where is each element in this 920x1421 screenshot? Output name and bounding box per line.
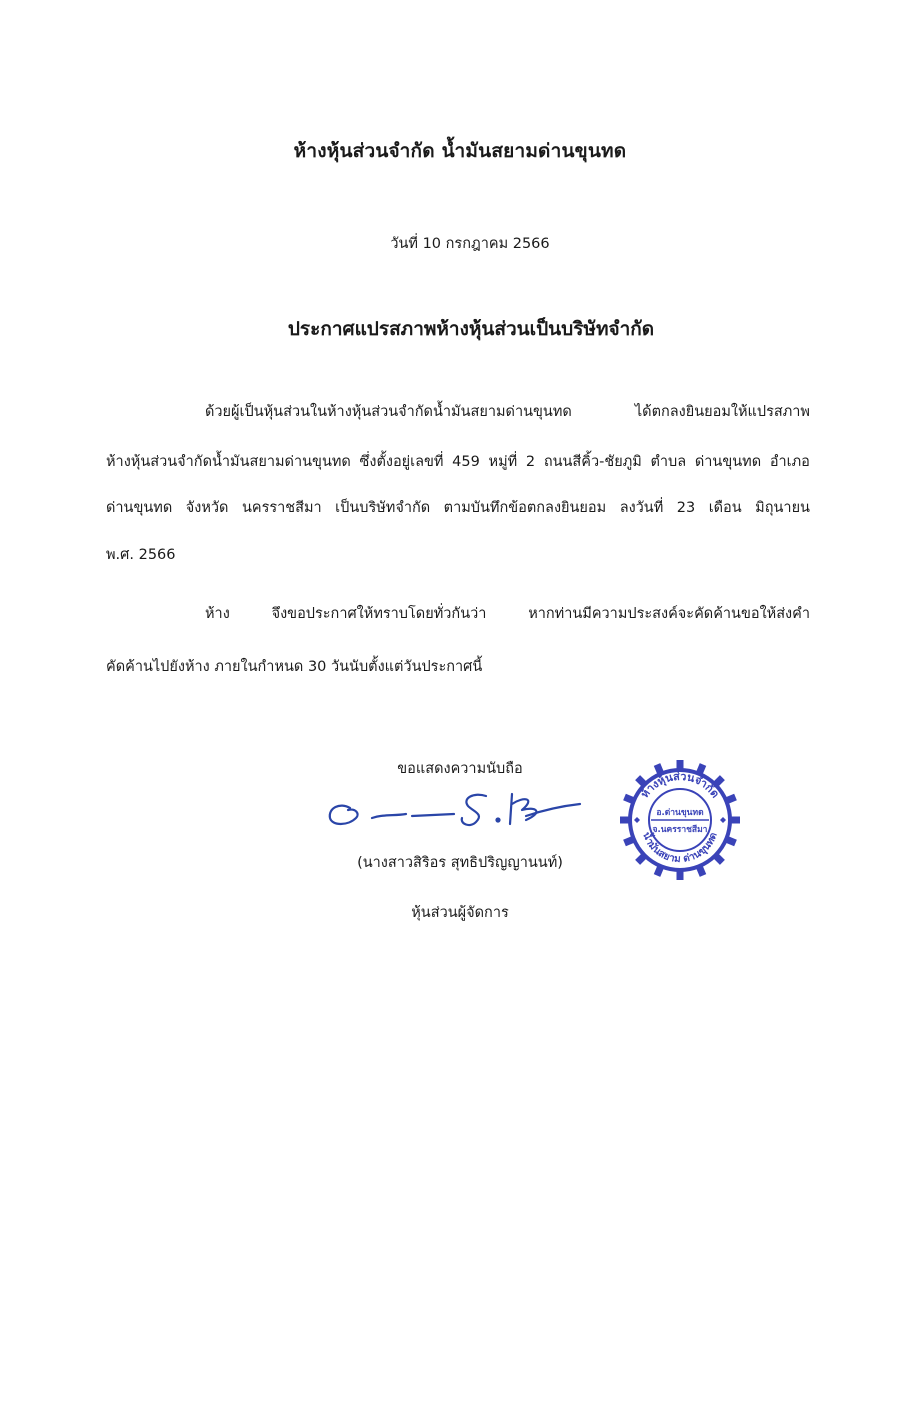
closing-regards: ขอแสดงความนับถือ: [397, 761, 523, 777]
signer-position: หุ้นส่วนผู้จัดการ: [411, 905, 509, 921]
paragraph-2-line-1: [205, 604, 810, 624]
seal-middle-text-2: จ.นครราชสีมา: [652, 825, 708, 835]
signature: [326, 786, 588, 836]
word: 23: [676, 500, 696, 516]
word: ตามบันทึกข้อตกลงยินยอม: [443, 500, 607, 516]
seal-middle-text-1: อ.ด่านขุนทด: [656, 808, 704, 818]
document-date: วันที่ 10 กรกฎาคม 2566: [390, 236, 550, 252]
word: ด่านขุนทด: [694, 454, 762, 470]
word: ห้าง: [205, 606, 230, 622]
paragraph-1-line-2: [106, 452, 810, 472]
word: ถนนสีคิ้ว-ชัยภูมิ: [543, 454, 642, 470]
document-title: ประกาศแปรสภาพห้างหุ้นส่วนเป็นบริษัทจำกัด: [287, 318, 655, 340]
word: เป็นบริษัทจำกัด: [335, 500, 431, 516]
word: ตำบล: [650, 454, 687, 470]
word: ห้างหุ้นส่วนจำกัดน้ำมันสยามด่านขุนทด: [106, 454, 351, 470]
paragraph-2-line-2: คัดค้านไปยังห้าง ภายในกำหนด 30 วันนับตั้งแต่วันประกาศนี้: [106, 659, 483, 675]
seal-bottom-text: น้ำมันสยาม ด่านขุนทด: [640, 830, 720, 866]
word: เดือน: [708, 500, 742, 516]
paragraph-1-line-3: [106, 498, 810, 518]
word: 2: [525, 454, 536, 470]
paragraph-1-line-4: พ.ศ. 2566: [106, 547, 176, 563]
word: จึงขอประกาศให้ทราบโดยทั่วกันว่า: [271, 606, 487, 622]
company-seal: [618, 758, 742, 882]
word: อำเภอ: [769, 454, 810, 470]
word: นครราชสีมา: [241, 500, 322, 516]
word: ลงวันที่: [619, 500, 664, 516]
seal-top-text: ห้างหุ้นส่วนจำกัด: [638, 769, 722, 801]
word: หากท่านมีความประสงค์จะคัดค้านขอให้ส่งคำ: [528, 606, 810, 622]
company-name: ห้างหุ้นส่วนจำกัด น้ำมันสยามด่านขุนทด: [293, 140, 627, 162]
word: มิถุนายน: [755, 500, 810, 516]
svg-text:ห้างหุ้นส่วนจำกัด: [638, 770, 722, 801]
word: ด่านขุนทด: [106, 500, 173, 516]
word: หมู่ที่: [488, 454, 518, 470]
word: จังหวัด: [185, 500, 229, 516]
word: ได้ตกลงยินยอมให้แปรสภาพ: [634, 404, 810, 420]
paragraph-1-line-1: [205, 402, 810, 422]
word: 459: [452, 454, 480, 470]
word: ซึ่งตั้งอยู่เลขที่: [359, 454, 444, 470]
word: ด้วยผู้เป็นหุ้นส่วนในห้างหุ้นส่วนจำกัดน้ำมันสยามด่านขุนทด: [205, 404, 572, 420]
signer-name: (นางสาวสิริอร สุทธิปริญญานนท์): [357, 855, 563, 871]
